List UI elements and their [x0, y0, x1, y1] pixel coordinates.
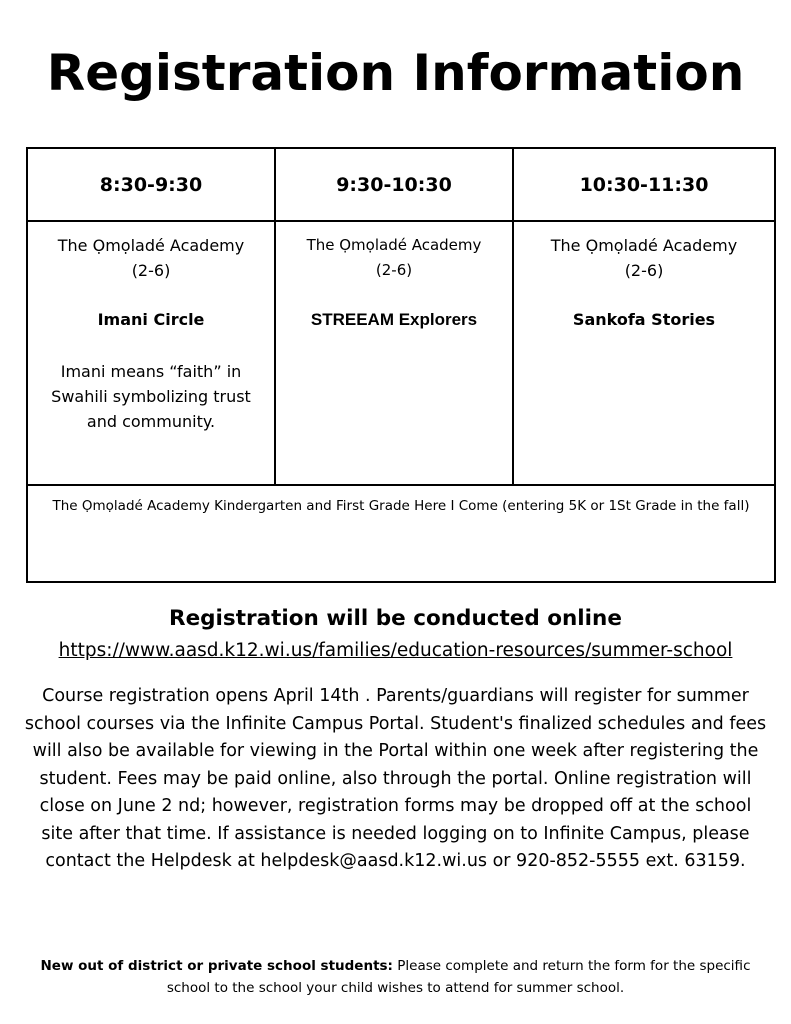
time-slot: 10:30-11:30 [579, 174, 709, 196]
school-name-line: The Ọmọladé Academy [306, 236, 482, 254]
registration-heading: Registration will be conducted online [169, 606, 622, 631]
school-name [276, 233, 512, 283]
schedule-footnote: The Ọmọladé Academy Kindergarten and First Grade Here I Come (entering 5K or 1St Grade in the fall) [52, 498, 750, 514]
schedule-table [26, 147, 776, 583]
grade-range: (2-6) [375, 261, 413, 279]
schedule-column-3 [514, 149, 774, 486]
program-name: Sankofa Stories [572, 310, 716, 329]
school-name-line: The Ọmọladé Academy [57, 236, 245, 255]
time-slot: 8:30-9:30 [99, 174, 203, 196]
note-text: Please complete and return the form for the specific school to the school your child wishes to attend for summer school. [166, 958, 751, 996]
new-students-note [30, 955, 761, 999]
school-name [28, 233, 274, 283]
registration-link[interactable]: https://www.aasd.k12.wi.us/families/education-resources/summer-school [58, 640, 733, 661]
school-name [514, 233, 774, 283]
time-slot: 9:30-10:30 [336, 174, 452, 196]
registration-details: Course registration opens April 14th . Parents/guardians will register for summer school courses via the Infinite Campus Portal. Student's finalized schedules and fees will also be available for viewing in the Portal within one week after registering the student. Fees may be paid online, also through the portal. Online registration will close on June 2 nd; however, registration forms may be dropped off at the school site after that time. If assistance is needed logging on to Infinite Campus, please contact the Helpdesk at helpdesk@aasd.k12.wi.us or 920-852-5555 ext. 63159. [24, 686, 767, 871]
grade-range: (2-6) [131, 261, 171, 280]
program-name: STREEAM Explorers [310, 310, 478, 329]
grade-range: (2-6) [624, 261, 664, 280]
schedule-column-1 [28, 149, 274, 486]
schedule-column-2 [276, 149, 512, 486]
program-name: Imani Circle [97, 310, 205, 329]
page-title: Registration Information [46, 44, 745, 102]
note-label: New out of district or private school students: [40, 958, 393, 974]
school-name-line: The Ọmọladé Academy [550, 236, 738, 255]
program-description: Imani means “faith” in Swahili symbolizing trust and community. [51, 362, 251, 431]
